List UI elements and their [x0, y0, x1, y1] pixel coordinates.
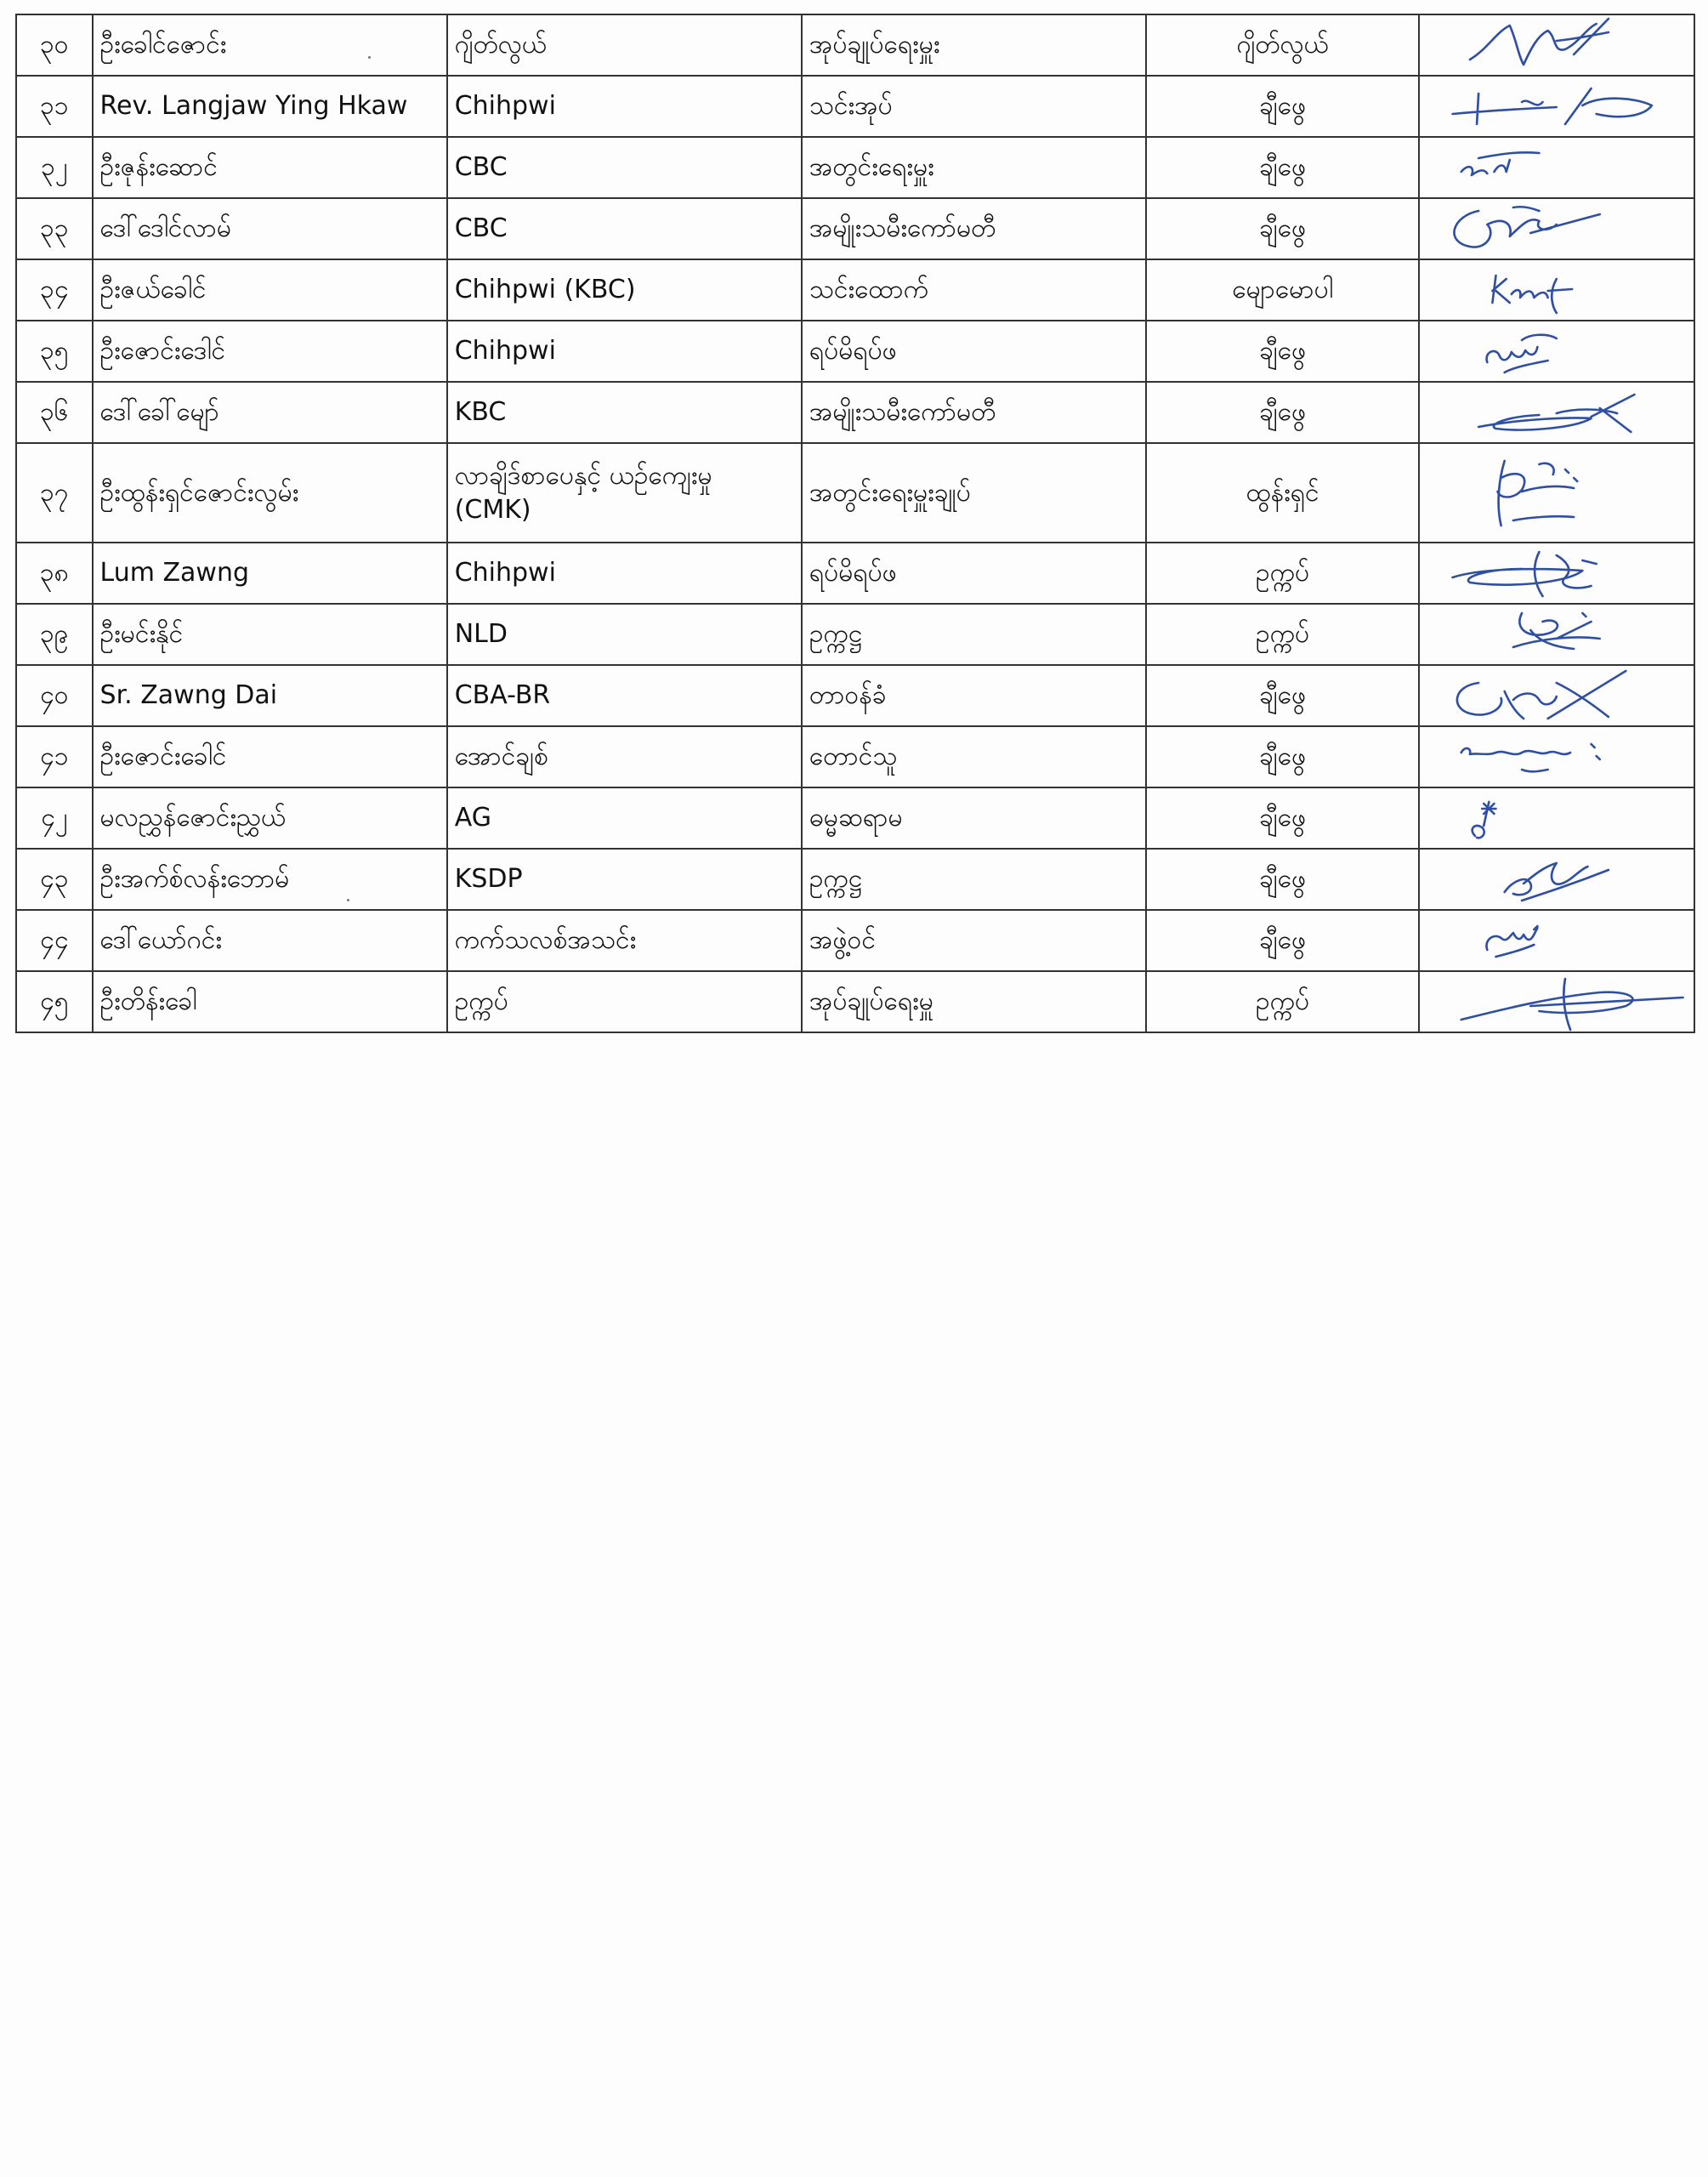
handwritten-signature	[1427, 972, 1687, 1032]
participant-name: ဦးဇုန်းဆောင်	[93, 137, 447, 198]
signature-cell	[1419, 137, 1694, 198]
participant-organization: အောင်ချစ်	[447, 726, 802, 787]
participant-name: ဦးထွန်းရှင်ဇောင်းလွမ်း	[93, 443, 447, 543]
row-number: ၃၀	[16, 14, 93, 76]
participant-name: ဦးအက်စ်လန်းဘောမ်	[93, 849, 447, 910]
participant-name: မလညွှန်ဇောင်းညွှယ်	[93, 787, 447, 849]
participant-position: ရပ်မိရပ်ဖ	[802, 321, 1146, 382]
participant-location: ဂျိတ်လွယ်	[1146, 14, 1420, 76]
participant-position: သင်းအုပ်	[802, 76, 1146, 137]
participant-organization: CBA-BR	[447, 665, 802, 726]
handwritten-signature	[1427, 383, 1687, 442]
table-row	[16, 665, 1694, 726]
table-row	[16, 382, 1694, 443]
row-number: ၃၁	[16, 76, 93, 137]
participant-location: ချီဖွေ	[1146, 665, 1420, 726]
participant-name: ဦးမင်းနိုင်	[93, 604, 447, 665]
participant-location: ဥက္ကပ်	[1146, 604, 1420, 665]
participant-location: ချီဖွေ	[1146, 787, 1420, 849]
row-number: ၄၅	[16, 971, 93, 1032]
table-row	[16, 321, 1694, 382]
participant-location: ချီဖွေ	[1146, 198, 1420, 259]
table-row	[16, 971, 1694, 1032]
handwritten-signature	[1427, 15, 1687, 75]
participant-name: ဦးတိန်းခေါ	[93, 971, 447, 1032]
participant-position: ဓမ္မဆရာမ	[802, 787, 1146, 849]
participant-position: တောင်သူ	[802, 726, 1146, 787]
table-row	[16, 14, 1694, 76]
handwritten-signature	[1427, 543, 1687, 603]
signature-cell	[1419, 726, 1694, 787]
participant-position: အုပ်ချုပ်ရေးမှူး	[802, 14, 1146, 76]
row-number: ၄၀	[16, 665, 93, 726]
table-row	[16, 198, 1694, 259]
participant-position: အုပ်ချုပ်ရေးမှူ	[802, 971, 1146, 1032]
participant-organization: ဂျိတ်လွယ်	[447, 14, 802, 76]
scan-speck	[347, 899, 349, 901]
participant-location: ဥက္ကပ်	[1146, 543, 1420, 604]
row-number: ၃၆	[16, 382, 93, 443]
participant-position: တာဝန်ခံ	[802, 665, 1146, 726]
row-number: ၄၂	[16, 787, 93, 849]
participant-position: အမျိုးသမီးကော်မတီ	[802, 198, 1146, 259]
signature-cell	[1419, 971, 1694, 1032]
handwritten-signature	[1427, 260, 1687, 320]
participant-organization: ကက်သလစ်အသင်း	[447, 910, 802, 971]
participant-position: အတွင်းရေးမှူးချုပ်	[802, 443, 1146, 543]
table-row	[16, 787, 1694, 849]
signature-cell	[1419, 443, 1694, 543]
signature-cell	[1419, 849, 1694, 910]
table-row	[16, 137, 1694, 198]
participant-name: Lum Zawng	[93, 543, 447, 604]
table-row	[16, 543, 1694, 604]
participant-position: ရပ်မိရပ်ဖ	[802, 543, 1146, 604]
participant-organization: Chihpwi (KBC)	[447, 259, 802, 321]
handwritten-signature	[1427, 788, 1687, 848]
participant-name: ဦးဇောင်းခေါင်	[93, 726, 447, 787]
handwritten-signature	[1427, 444, 1687, 542]
scan-speck	[368, 56, 371, 59]
signature-cell	[1419, 14, 1694, 76]
participant-organization: Chihpwi	[447, 321, 802, 382]
signature-cell	[1419, 787, 1694, 849]
table-row	[16, 259, 1694, 321]
row-number: ၃၇	[16, 443, 93, 543]
participant-organization: AG	[447, 787, 802, 849]
row-number: ၃၉	[16, 604, 93, 665]
participant-name: ဦးဇောင်းဒေါင်	[93, 321, 447, 382]
participant-position: ဥက္ကဋ္ဌ	[802, 604, 1146, 665]
table-row	[16, 910, 1694, 971]
participant-name: Rev. Langjaw Ying Hkaw	[93, 76, 447, 137]
table-row	[16, 604, 1694, 665]
participant-location: ချီဖွေ	[1146, 849, 1420, 910]
participant-organization: CBC	[447, 198, 802, 259]
participant-organization: CBC	[447, 137, 802, 198]
participant-name: ဦးခေါင်ဇောင်း	[93, 14, 447, 76]
signature-cell	[1419, 543, 1694, 604]
participant-position: အတွင်းရေးမှူး	[802, 137, 1146, 198]
signature-cell	[1419, 910, 1694, 971]
handwritten-signature	[1427, 77, 1687, 136]
participant-position: အဖွဲ့ဝင်	[802, 910, 1146, 971]
participant-name: ဦးဇယ်ခေါင်	[93, 259, 447, 321]
signature-cell	[1419, 259, 1694, 321]
handwritten-signature	[1427, 138, 1687, 197]
participant-location: ချီဖွေ	[1146, 321, 1420, 382]
participant-location: ချီဖွေ	[1146, 76, 1420, 137]
participant-organization: Chihpwi	[447, 76, 802, 137]
participant-organization: ဥက္ကပ်	[447, 971, 802, 1032]
signature-cell	[1419, 321, 1694, 382]
participant-location: ချီဖွေ	[1146, 910, 1420, 971]
participant-location: မျောမောပါ	[1146, 259, 1420, 321]
row-number: ၃၄	[16, 259, 93, 321]
participant-location: ချီဖွေ	[1146, 382, 1420, 443]
participant-table	[15, 14, 1695, 1033]
participant-organization: KBC	[447, 382, 802, 443]
participant-organization: လာချိဒ်စာပေနှင့် ယဉ်ကျေးမှု (CMK)	[447, 443, 802, 543]
table-row	[16, 76, 1694, 137]
participant-location: ချီဖွေ	[1146, 137, 1420, 198]
handwritten-signature	[1427, 321, 1687, 381]
signature-cell	[1419, 382, 1694, 443]
participant-position: သင်းထောက်	[802, 259, 1146, 321]
row-number: ၄၁	[16, 726, 93, 787]
table-row	[16, 443, 1694, 543]
row-number: ၄၄	[16, 910, 93, 971]
handwritten-signature	[1427, 605, 1687, 664]
participant-location: ဥက္ကပ်	[1146, 971, 1420, 1032]
signature-cell	[1419, 604, 1694, 665]
participant-position: ဥက္ကဋ္ဌ	[802, 849, 1146, 910]
participant-name: ဒေါ်ဒေါင်လာမ်	[93, 198, 447, 259]
handwritten-signature	[1427, 911, 1687, 970]
signature-cell	[1419, 198, 1694, 259]
row-number: ၃၅	[16, 321, 93, 382]
handwritten-signature	[1427, 666, 1687, 725]
handwritten-signature	[1427, 850, 1687, 909]
row-number: ၃၂	[16, 137, 93, 198]
handwritten-signature	[1427, 727, 1687, 787]
signature-cell	[1419, 665, 1694, 726]
participant-location: ချီဖွေ	[1146, 726, 1420, 787]
participant-name: Sr. Zawng Dai	[93, 665, 447, 726]
participant-name: ဒေါ်ယော်ဂင်း	[93, 910, 447, 971]
participant-organization: Chihpwi	[447, 543, 802, 604]
table-row	[16, 849, 1694, 910]
participant-position: အမျိုးသမီးကော်မတီ	[802, 382, 1146, 443]
signature-cell	[1419, 76, 1694, 137]
row-number: ၄၃	[16, 849, 93, 910]
participant-organization: NLD	[447, 604, 802, 665]
row-number: ၃၈	[16, 543, 93, 604]
table-row	[16, 726, 1694, 787]
handwritten-signature	[1427, 199, 1687, 259]
participant-name: ဒေါ်ခေါ်မျော်	[93, 382, 447, 443]
participant-organization: KSDP	[447, 849, 802, 910]
row-number: ၃၃	[16, 198, 93, 259]
participant-location: ထွန်းရှင်	[1146, 443, 1420, 543]
